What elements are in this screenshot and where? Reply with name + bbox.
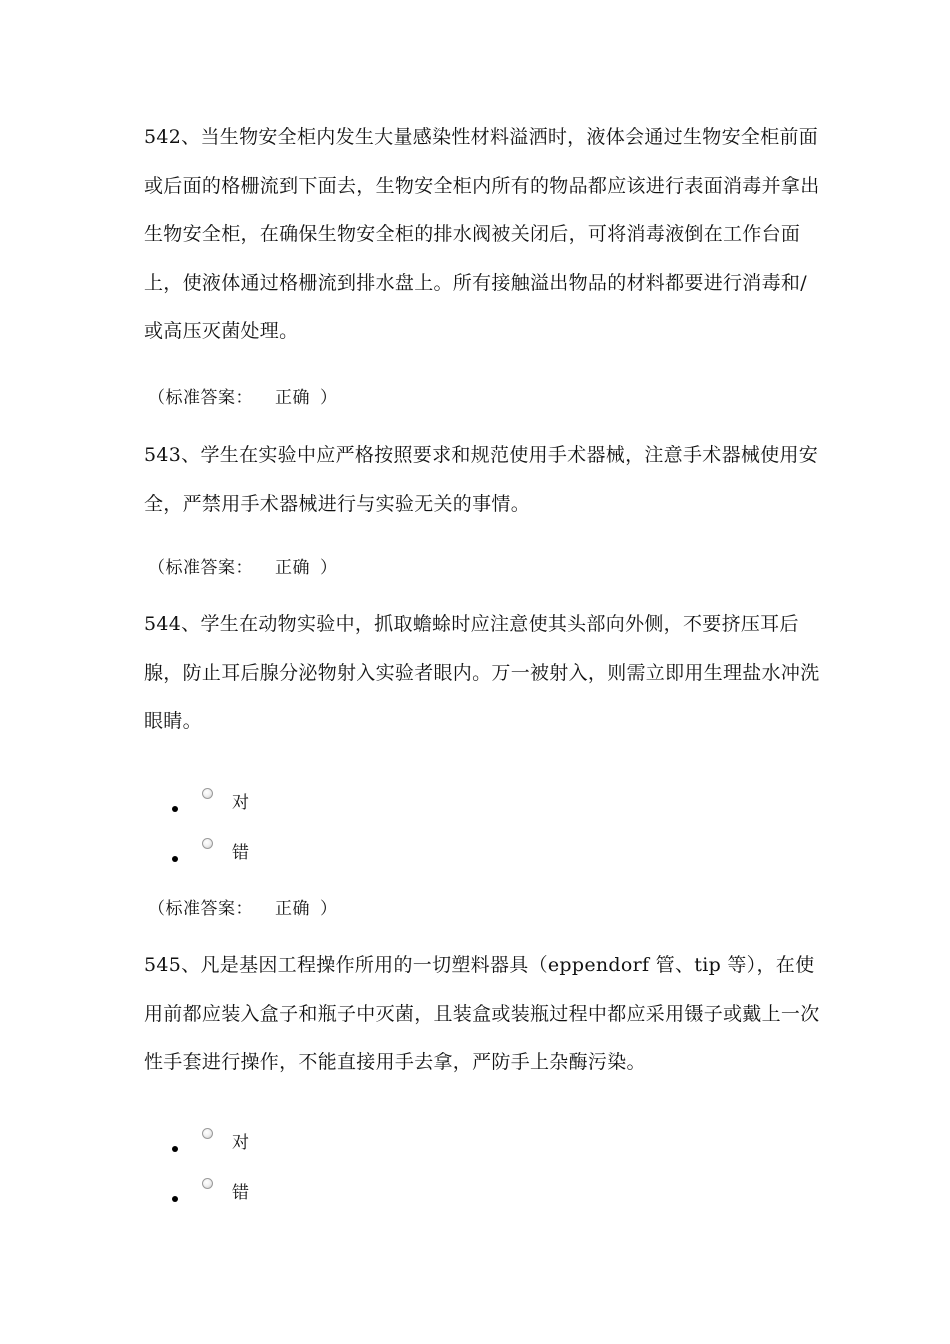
answer-label: （标准答案： — [148, 558, 253, 578]
answer-value: 正确 — [275, 899, 310, 919]
option-true[interactable] — [170, 1128, 370, 1158]
question-543-text: 543、学生在实验中应严格按照要求和规范使用手术器械，注意手术器械使用安全，严禁用手术器械进行与实验无关的事情。 — [144, 444, 819, 515]
bullet-icon — [172, 856, 178, 862]
bullet-icon — [172, 1196, 178, 1202]
answer-label: （标准答案： — [148, 899, 253, 919]
radio-button-icon[interactable] — [202, 1128, 213, 1139]
question-542-text: 542、当生物安全柜内发生大量感染性材料溢洒时，液体会通过生物安全柜前面或后面的格栅流到下面去，生物安全柜内所有的物品都应该进行表面消毒并拿出生物安全柜，在确保生物安全柜的排水阀被关闭后，可将消毒液倒在工作台面上，使液体通过格栅流到排水盘上。所有接触溢出物品的材料都要进行消毒和/或高压灭菌处理。 — [144, 126, 820, 342]
option-false[interactable] — [170, 838, 370, 868]
option-label: 错 — [232, 1183, 249, 1203]
option-label: 错 — [232, 843, 249, 863]
question-544-answer — [148, 897, 338, 921]
question-544-text: 544、学生在动物实验中，抓取蟾蜍时应注意使其头部向外侧，不要挤压耳后腺，防止耳后腺分泌物射入实验者眼内。万一被射入，则需立即用生理盐水冲洗眼睛。 — [144, 613, 820, 732]
radio-button-icon[interactable] — [202, 1178, 213, 1189]
question-545-text: 545、凡是基因工程操作所用的一切塑料器具（eppendorf 管、tip 等），在使用前都应装入盒子和瓶子中灭菌，且装盒或装瓶过程中都应采用镊子或戴上一次性手套进行操作，不能直接用手去拿，严防手上杂酶污染。 — [144, 954, 820, 1073]
question-543-answer — [148, 556, 338, 580]
radio-button-icon[interactable] — [202, 838, 213, 849]
option-label: 对 — [232, 1133, 249, 1153]
option-true[interactable] — [170, 788, 370, 818]
answer-close: ） — [320, 388, 338, 408]
answer-value: 正确 — [275, 558, 310, 578]
radio-button-icon[interactable] — [202, 788, 213, 799]
bullet-icon — [172, 1146, 178, 1152]
answer-value: 正确 — [275, 388, 310, 408]
answer-close: ） — [320, 558, 338, 578]
answer-close: ） — [320, 899, 338, 919]
option-label: 对 — [232, 793, 249, 813]
bullet-icon — [172, 806, 178, 812]
option-false[interactable] — [170, 1178, 370, 1208]
question-542-answer — [148, 386, 338, 410]
answer-label: （标准答案： — [148, 388, 253, 408]
